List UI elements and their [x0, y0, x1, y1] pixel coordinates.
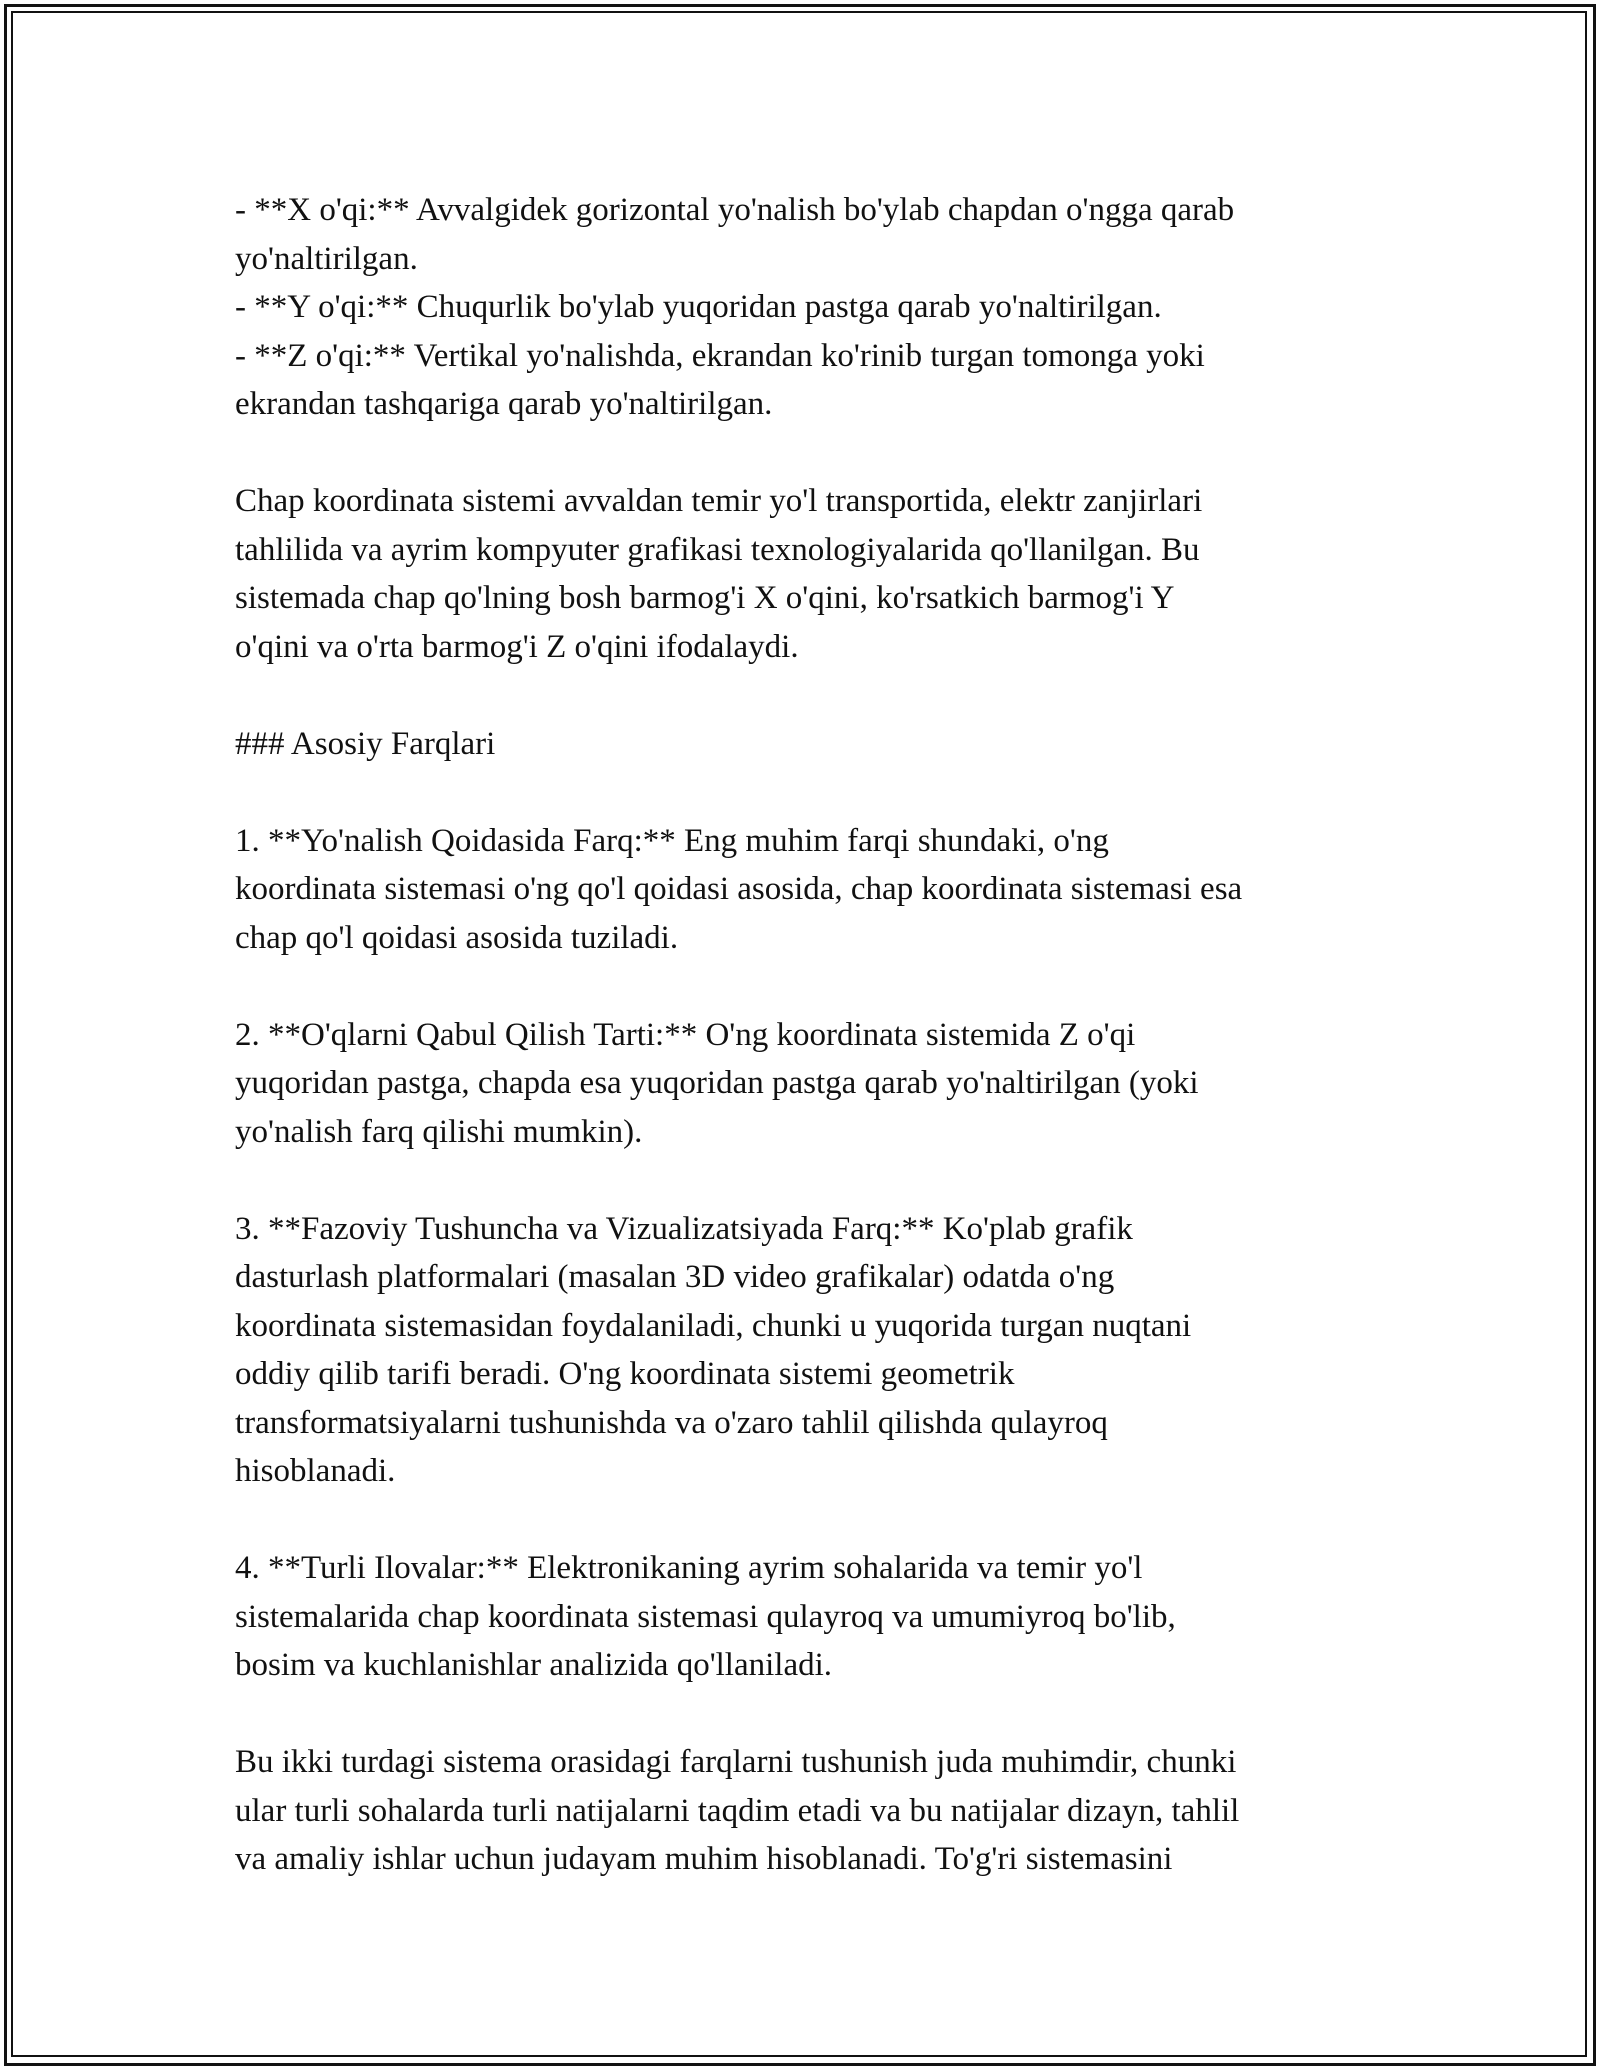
- text-line: koordinata sistemasi o'ng qo'l qoidasi asosida, chap koordinata sistemasi esa: [235, 871, 1243, 907]
- text-line: 2. **O'qlarni Qabul Qilish Tarti:** O'ng koordinata sistemida Z o'qi: [235, 1016, 1136, 1053]
- text-line: bosim va kuchlanishlar analizida qo'llaniladi.: [235, 1647, 833, 1683]
- text-line: chap qo'l qoidasi asosida tuziladi.: [235, 919, 679, 956]
- text-line: 4. **Turli Ilovalar:** Elektronikaning ayrim sohalarida va temir yo'l: [235, 1550, 1143, 1586]
- text-line: o'qini va o'rta barmog'i Z o'qini ifodalaydi.: [235, 628, 799, 665]
- text-line: sistemada chap qo'lning bosh barmog'i X o'qini, ko'rsatkich barmog'i Y: [235, 580, 1175, 616]
- paragraph-gap: [235, 1156, 1365, 1205]
- numbered-item-1: [235, 817, 1365, 963]
- text-line: dasturlash platformalari (masalan 3D video grafikalar) odatda o'ng: [235, 1259, 1115, 1295]
- paragraph-gap: [235, 1496, 1365, 1545]
- text-line: tahlilida va ayrim kompyuter grafikasi texnologiyalarida qo'llanilgan. Bu: [235, 531, 1200, 568]
- paragraph-gap: [235, 1690, 1365, 1739]
- numbered-item-4: [235, 1544, 1365, 1690]
- text-line: ekrandan tashqariga qarab yo'naltirilgan.: [235, 386, 773, 422]
- section-heading: [235, 720, 1365, 769]
- text-line: - **Z o'qi:** Vertikal yo'nalishda, ekrandan ko'rinib turgan tomonga yoki: [235, 337, 1205, 374]
- text-line: 3. **Fazoviy Tushuncha va Vizualizatsiyada Farq:** Ko'plab grafik: [235, 1210, 1133, 1247]
- paragraph-gap: [235, 671, 1365, 720]
- text-line: hisoblanadi.: [235, 1453, 396, 1489]
- text-line: sistemalarida chap koordinata sistemasi qulayroq va umumiyroq bo'lib,: [235, 1598, 1176, 1635]
- text-line: koordinata sistemasidan foydalaniladi, chunki u yuqorida turgan nuqtani: [235, 1307, 1192, 1344]
- text-line: Chap koordinata sistemi avvaldan temir yo'l transportida, elektr zanjirlari: [235, 483, 1203, 519]
- text-line: - **X o'qi:** Avvalgidek gorizontal yo'nalish bo'ylab chapdan o'ngga qarab: [235, 192, 1235, 228]
- text-line: oddiy qilib tarifi beradi. O'ng koordinata sistemi geometrik: [235, 1356, 1015, 1392]
- numbered-item-2: [235, 1011, 1365, 1157]
- text-line: yuqoridan pastga, chapda esa yuqoridan pastga qarab yo'naltirilgan (yoki: [235, 1065, 1199, 1101]
- text-line: yo'naltirilgan.: [235, 240, 418, 277]
- paragraph-gap: [235, 962, 1365, 1011]
- paragraph: [235, 1738, 1365, 1884]
- text-line: va amaliy ishlar uchun judayam muhim hisoblanadi. To'g'ri sistemasini: [235, 1841, 1173, 1877]
- text-line: Bu ikki turdagi sistema orasidagi farqlarni tushunish juda muhimdir, chunki: [235, 1744, 1237, 1780]
- text-line: ular turli sohalarda turli natijalarni taqdim etadi va bu natijalar dizayn, tahlil: [235, 1792, 1240, 1829]
- paragraph-gap: [235, 768, 1365, 817]
- text-line: transformatsiyalarni tushunishda va o'zaro tahlil qilishda qulayroq: [235, 1404, 1108, 1441]
- text-line: 1. **Yo'nalish Qoidasida Farq:** Eng muhim farqi shundaki, o'ng: [235, 822, 1109, 859]
- heading-line: ### Asosiy Farqlari: [235, 725, 496, 762]
- axis-list: [235, 186, 1365, 429]
- numbered-item-3: [235, 1205, 1365, 1496]
- text-line: - **Y o'qi:** Chuqurlik bo'ylab yuqoridan pastga qarab yo'naltirilgan.: [235, 289, 1162, 325]
- document-body: [235, 186, 1365, 1884]
- text-line: yo'nalish farq qilishi mumkin).: [235, 1113, 643, 1150]
- paragraph: [235, 477, 1365, 671]
- paragraph-gap: [235, 429, 1365, 478]
